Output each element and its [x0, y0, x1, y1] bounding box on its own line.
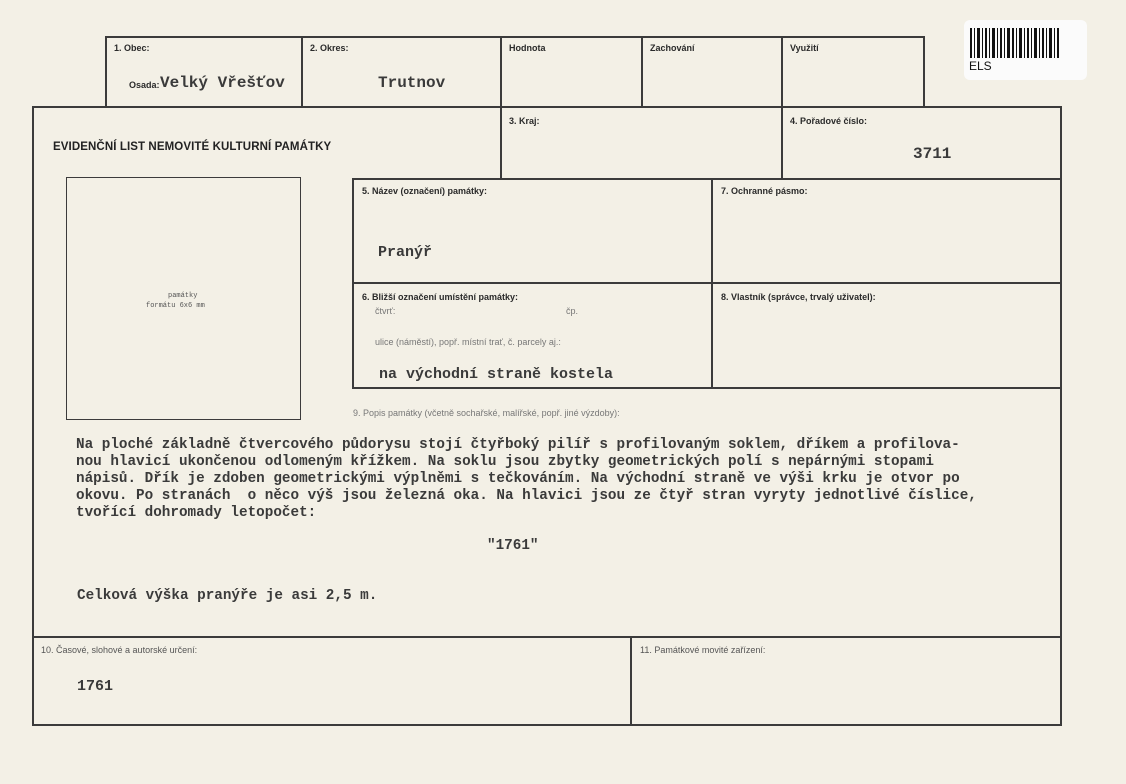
divider: [630, 636, 632, 726]
photo-text: památky: [168, 292, 198, 300]
vyuziti-label: Využití: [790, 43, 819, 53]
divider: [352, 178, 1062, 180]
popis-line: okovu. Po stranách o něco výš jsou železná oka. Na hlavici jsou ze čtyř stran vyryty jednotlivé číslice,: [76, 488, 977, 504]
nazev-label: 5. Název (označení) památky:: [362, 186, 488, 196]
photo-text: formátu 6x6 mm: [146, 302, 205, 310]
divider: [781, 106, 783, 180]
movite-label: 11. Památkové movité zařízení:: [640, 645, 766, 655]
form-title: EVIDENČNÍ LIST NEMOVITÉ KULTURNÍ PAMÁTKY: [53, 141, 332, 153]
header-divider: [781, 36, 783, 108]
ctvrt-label: čtvrť:: [375, 306, 396, 316]
popis-line: nou hlavicí ukončenou odlomeným křížkem. Na soklu jsou zbytky geometrických polí s nepárnými stopami: [76, 454, 934, 470]
popis-label: 9. Popis památky (včetně sochařské, malířské, popř. jiné výzdoby):: [353, 408, 620, 418]
nazev-value: Pranýř: [378, 244, 433, 261]
blizsi-label: 6. Bližší označení umístění památky:: [362, 292, 519, 302]
header-divider: [500, 36, 502, 108]
ulice-label: ulice (náměstí), popř. místní trať, č. parcely aj.:: [375, 337, 561, 347]
vlastnik-label: 8. Vlastník (správce, trvalý uživatel):: [721, 292, 876, 302]
popis-line: Na ploché základně čtvercového půdorysu stojí čtyřboký pilíř s profilovaným soklem, dříkem a profilova-: [76, 437, 960, 453]
okres-label: 2. Okres:: [310, 43, 349, 53]
vyska-text: Celková výška pranýře je asi 2,5 m.: [77, 588, 378, 604]
divider: [32, 636, 1062, 638]
poradove-label: 4. Pořadové číslo:: [790, 116, 868, 126]
casove-value: 1761: [77, 678, 114, 695]
casove-label: 10. Časové, slohové a autorské určení:: [41, 645, 198, 655]
divider: [500, 106, 502, 180]
osada-label: Osada:: [129, 80, 160, 90]
ochranne-label: 7. Ochranné pásmo:: [721, 186, 808, 196]
divider: [352, 387, 1062, 389]
obec-label: 1. Obec:: [114, 43, 150, 53]
hodnota-label: Hodnota: [509, 43, 546, 53]
umisteni-value: na východní straně kostela: [379, 366, 614, 383]
zachovani-label: Zachování: [650, 43, 695, 53]
osada-value: Velký Vřešťov: [160, 74, 285, 92]
divider: [352, 282, 1062, 284]
letopocet-quote: "1761": [487, 538, 539, 554]
cp-label: čp.: [566, 306, 579, 316]
header-divider: [301, 36, 303, 108]
popis-line: nápisů. Dřík je zdoben geometrickými výplněmi s tečkováním. Na východní straně ve výši krku je otvor po: [76, 471, 960, 487]
barcode-icon: [970, 28, 1060, 58]
poradove-value: 3711: [913, 145, 952, 163]
barcode-code: ELS: [969, 59, 992, 73]
kraj-label: 3. Kraj:: [509, 116, 540, 126]
barcode-sticker: [964, 20, 1087, 80]
okres-value: Trutnov: [378, 74, 446, 92]
popis-line: tvořící dohromady letopočet:: [76, 505, 317, 521]
header-divider: [641, 36, 643, 108]
